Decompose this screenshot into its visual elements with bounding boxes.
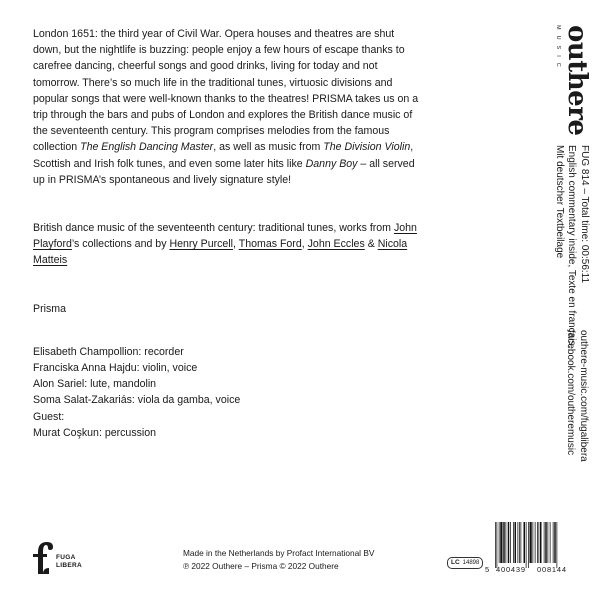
barcode-bar [544, 522, 545, 563]
musician-item: Alon Sariel: lute, mandolin [33, 378, 157, 391]
outhere-logo-subtext: MUSIC [555, 25, 561, 73]
facebook-link[interactable]: facebook.com/outheremusic [565, 330, 577, 456]
barcode-bar [497, 522, 498, 568]
barcode-bar [540, 522, 542, 563]
barcode-bar [545, 522, 547, 563]
intro-text: London 1651: the third year of Civil War. Opera houses and theatres are shut down, but the nightlife is buzzing: people enjoy a few hours of escape thanks to carefree dancing, cheerful songs and good drinks, living for today and not tomorrow. There’s so much life in the traditional tunes, virtuosic divisions and popular songs that were well-known thanks to the theatres! PRISMA takes us on a trip through the bars and pubs of London and explores the British dance music of the seventeenth century. This program comprises melodies from the famous collection [33, 28, 419, 154]
barcode-digits-right: 008144 [537, 565, 567, 574]
fuga-libera-text [56, 554, 82, 570]
main-text [33, 26, 423, 441]
musician-item: Murat Coşkun: percussion [33, 426, 157, 439]
manufacturing-info: Made in the Netherlands by Profact International BV [183, 548, 375, 558]
barcode-bar [506, 522, 507, 563]
barcode-bar [521, 522, 522, 563]
logo-line: FUGA [56, 554, 76, 561]
musician-item: Franciska Anna Hajdu: violin, voice [33, 362, 198, 375]
credits [183, 547, 374, 572]
ensemble-name: Prisma [33, 302, 66, 315]
separator: , [233, 238, 239, 251]
barcode-bar [518, 522, 519, 563]
barcode-bar [557, 522, 558, 568]
barcode-bar [535, 522, 536, 563]
web-links [564, 330, 589, 462]
barcode-bar [533, 522, 534, 563]
outhere-logo [550, 25, 592, 136]
barcode-bar [508, 522, 510, 563]
intro-title: The English Dancing Master [80, 141, 214, 154]
barcode-bar [500, 522, 502, 563]
catalog-number: FUG 814 – Total time: 00:56:11 [579, 145, 590, 284]
musician-list [33, 344, 423, 441]
logo-line: LIBERA [56, 562, 82, 569]
composer-link-purcell[interactable]: Henry Purcell [169, 238, 234, 251]
barcode-bar [519, 522, 520, 563]
program-description [33, 220, 423, 269]
musician-item: Guest: [33, 410, 65, 423]
website-link[interactable]: outhere-music.com/fugalibera [578, 330, 589, 462]
intro-paragraph [33, 26, 423, 188]
barcode-bar [553, 522, 554, 563]
description-text: British dance music of the seventeenth century: traditional tunes, works from [33, 222, 394, 235]
lc-code: 14898 [462, 560, 480, 566]
separator: & [364, 238, 378, 251]
description-text: ’s collections and by [71, 238, 170, 251]
barcode-digit: 5 [485, 565, 490, 574]
intro-text: , Scottish and Irish folk tunes, and even some later hits like [33, 141, 414, 170]
fuga-libera-f-icon [30, 540, 56, 574]
composer-link-matteis[interactable]: Nicola Matteis [33, 238, 408, 267]
outhere-logo-text: outhere [562, 25, 592, 136]
intro-text: , as well as music from [213, 141, 324, 154]
label-code-badge [447, 557, 483, 569]
barcode-bars [485, 522, 580, 570]
intro-text: – all served up in PRISMA’s spontaneous and lively signature style! [33, 157, 415, 186]
separator: , [301, 238, 308, 251]
copyright-info: ℗ 2022 Outhere – Prisma © 2022 Outhere [183, 560, 339, 571]
musician-item: Soma Salat-Zakariás: viola da gamba, voice [33, 394, 241, 407]
barcode-digits-left: 400439 [496, 565, 526, 574]
lc-mark: LC [451, 559, 460, 566]
barcode-bar [515, 522, 517, 563]
barcode-bar [526, 522, 527, 568]
barcode-bar [513, 522, 514, 563]
fuga-libera-logo [30, 540, 100, 572]
barcode-bar [503, 522, 505, 563]
release-info [553, 145, 591, 348]
barcode-bar [539, 522, 540, 563]
composer-link-ford[interactable]: Thomas Ford [238, 238, 302, 251]
barcode-bar [499, 522, 500, 563]
musician-item: Elisabeth Champollion: recorder [33, 345, 184, 358]
language-info: Mit deutscher Textbeilage [554, 145, 565, 259]
barcode-bar [537, 522, 538, 563]
barcode-bar [528, 522, 529, 568]
barcode-bar [550, 522, 551, 563]
language-info: English commentary inside, Texte en français, [566, 145, 578, 349]
composer-link-eccles[interactable]: John Eccles [307, 238, 365, 251]
barcode-bar [495, 522, 496, 568]
intro-title: The Division Violin [323, 141, 411, 154]
barcode-bar [530, 522, 532, 563]
intro-title: Danny Boy [305, 157, 358, 170]
barcode-bar [554, 522, 556, 563]
barcode-bar [510, 522, 511, 563]
barcode-bar [524, 522, 526, 563]
barcode [485, 522, 580, 577]
composer-link-playford[interactable]: John Playford [33, 222, 417, 251]
barcode-bar [548, 522, 549, 563]
